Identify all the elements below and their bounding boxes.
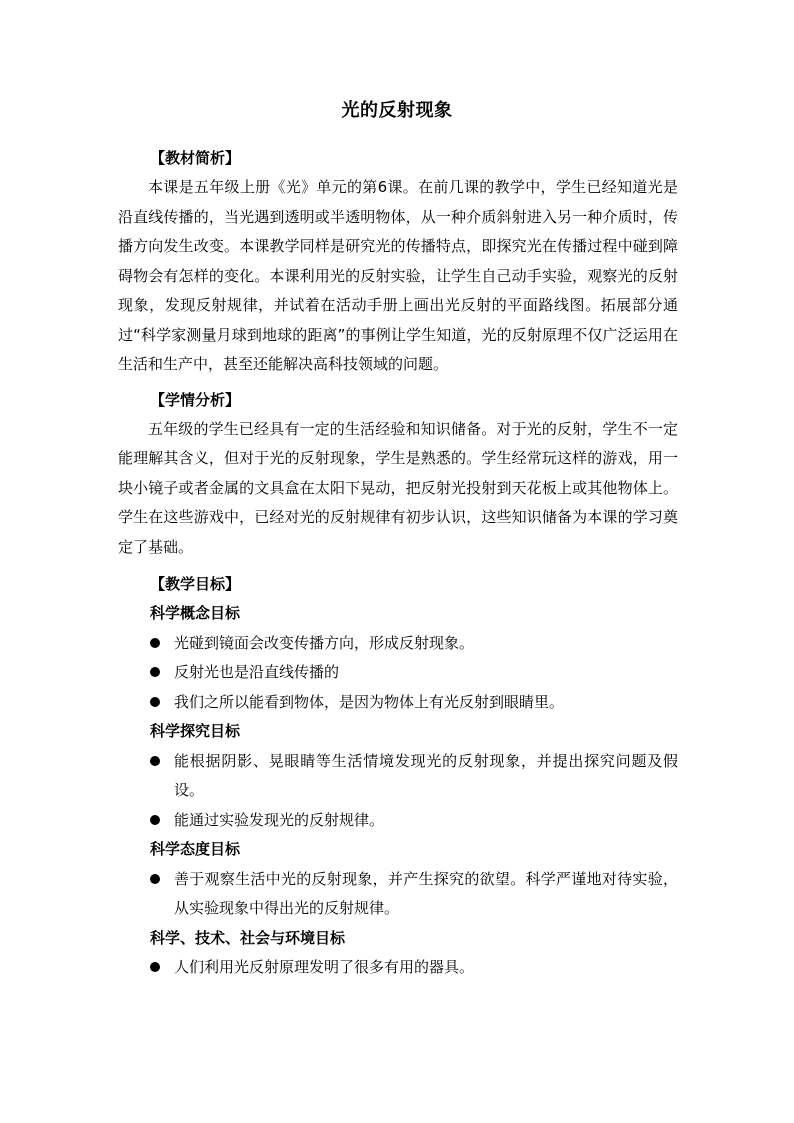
list-item bbox=[118, 747, 678, 806]
list-item-text: 善于观察生活中光的反射现象，并产生探究的欲望。科学严谨地对待实验，从实验现象中得出光的反射规律。 bbox=[174, 869, 678, 917]
concept-goals-heading: 科学概念目标 bbox=[150, 604, 241, 622]
textbook-analysis-paragraph: 本课是五年级上册《光》单元的第6课。在前几课的教学中，学生已经知道光是沿直线传播的，当光遇到透明或半透明物体，从一种介质斜射进入另一种介质时，传播方向发生改变。本课教学同样是研究光的传播特点，即探究光在传播过程中碰到障碍物会有怎样的变化。本课利用光的反射实验，让学生自己动手实验，观察光的反射现象，发现反射规律，并试着在活动手册上画出光反射的平面路线图。拓展部分通过“科学家测量月球到地球的距离”的事例让学生知道，光的反射原理不仅广泛运用在生活和生产中，甚至还能解决高科技领域的问题。 bbox=[118, 178, 678, 373]
list-item bbox=[118, 658, 678, 688]
bullet-icon bbox=[150, 667, 160, 677]
list-item bbox=[118, 865, 678, 924]
list-item bbox=[118, 953, 678, 983]
bullet-icon bbox=[150, 697, 160, 707]
list-item-text: 反射光也是沿直线传播的 bbox=[174, 663, 340, 681]
list-item bbox=[118, 688, 678, 718]
list-item bbox=[118, 629, 678, 659]
list-item-text: 能通过实验发现光的反射规律。 bbox=[174, 810, 385, 829]
list-item-text: 能根据阴影、晃眼睛等生活情境发现光的反射现象，并提出探究问题及假设。 bbox=[174, 751, 678, 799]
bullet-icon bbox=[150, 638, 160, 648]
attitude-goals-heading: 科学态度目标 bbox=[150, 840, 241, 858]
section-heading-students: 【学情分析】 bbox=[150, 390, 241, 409]
student-analysis-paragraph: 五年级的学生已经具有一定的生活经验和知识储备。对于光的反射，学生不一定能理解其含义，但对于光的反射现象，学生是熟悉的。学生经常玩这样的游戏，用一块小镜子或者金属的文具盒在太阳下晃动，把反射光投射到天花板上或其他物体上。学生在这些游戏中，已经对光的反射规律有初步认识，这些知识储备为本课的学习奠定了基础。 bbox=[118, 419, 678, 556]
list-item-text: 光碰到镜面会改变传播方向，形成反射现象。 bbox=[174, 633, 475, 652]
bullet-icon bbox=[150, 815, 160, 825]
section-heading-goals: 【教学目标】 bbox=[150, 575, 241, 593]
bullet-icon bbox=[150, 874, 160, 884]
section-heading-textbook: 【教材简析】 bbox=[150, 149, 241, 167]
bullet-icon bbox=[150, 962, 160, 972]
page-title: 光的反射现象 bbox=[341, 100, 453, 121]
list-item-text: 人们利用光反射原理发明了很多有用的器具。 bbox=[174, 958, 475, 976]
document-body bbox=[118, 144, 678, 983]
list-item bbox=[118, 806, 678, 836]
list-item-text: 我们之所以能看到物体，是因为物体上有光反射到眼睛里。 bbox=[174, 692, 565, 711]
inquiry-goals-heading: 科学探究目标 bbox=[150, 722, 241, 740]
bullet-icon bbox=[150, 756, 160, 766]
stse-goals-heading: 科学、技术、社会与环境目标 bbox=[150, 928, 346, 947]
